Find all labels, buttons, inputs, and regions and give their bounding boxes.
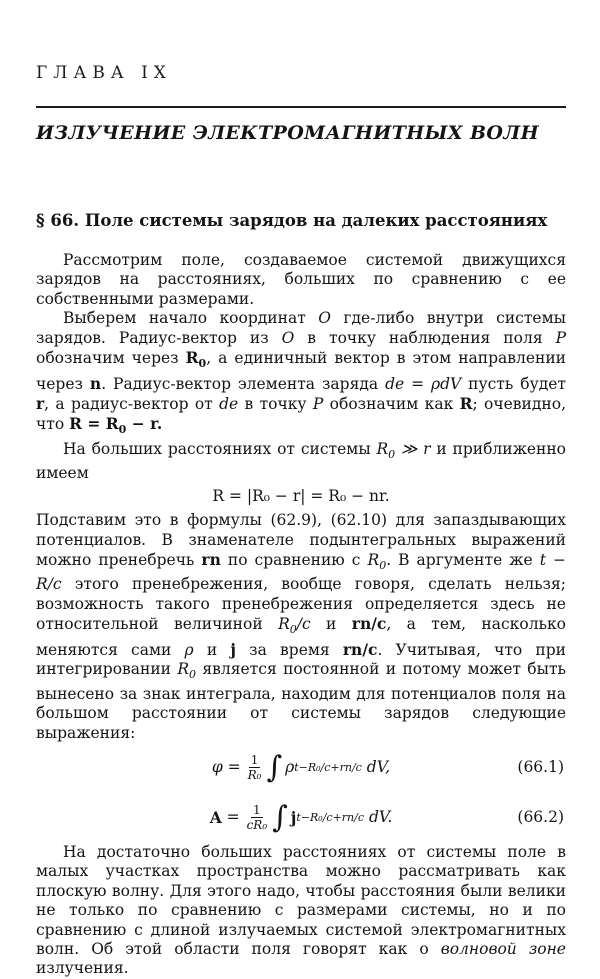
formula-distance: R = |R₀ − r| = R₀ − nr. [212, 486, 390, 505]
paragraph-3: На больших расстояниях от системы $R_0$ ≫ r и приближенно имеем [36, 439, 566, 483]
integral-sign: ∫ [266, 749, 283, 785]
integral-sign: ∫ [272, 799, 288, 835]
equation-66-2: A = $\frac{1}{\text{cR₀}}$ ∫ j t−R₀/c+rn/c dV. (66.2) [209, 799, 564, 835]
paragraph-2: Выберем начало координат O где-либо внутри системы зарядов. Радиус-вектор из O в точку наблюдения поля P обозначим через $R_0$, а единичный вектор в этом направлении через n. Радиус-вектор элемента заряда de = ρdV пусть будет r, а радиус-вектор от de в точку P обозначим как R; очевидно, что $R = R_0 - r$. [36, 309, 566, 437]
paragraph-1: Рассмотрим поле, создаваемое системой движущихся зарядов на расстояниях, больших по сравнению с ее собственными размерами. [36, 251, 566, 308]
body-text [36, 251, 566, 979]
equation-66-1: φ = $\frac{1}{\text{R₀}}$ ∫ ρ t−R₀/c+rn/c dV, (66.1) [211, 749, 564, 785]
section-title: § 66. Поле системы зарядов на далеких расстояниях [36, 211, 548, 230]
fraction: $\frac{1}{\text{R₀}}$ [247, 753, 262, 783]
header-rule [36, 106, 566, 108]
equation-number: (66.1) [517, 757, 564, 776]
chapter-label: ГЛАВА IX [36, 63, 172, 83]
paragraph-5: На достаточно больших расстояниях от системы поле в малых участках пространства можно рассматривать как плоскую волну. Для этого надо, чтобы расстояния были велики не только по сравнению с размерами системы, но и по сравнению с длиной излучаемых системой электромагнитных волн. Об этой области поля говорят как о волновой зоне излучения. [36, 842, 566, 978]
chapter-title: ИЗЛУЧЕНИЕ ЭЛЕКТРОМАГНИТНЫХ ВОЛН [36, 122, 539, 144]
paragraph-4: Подставим это в формулы (62.9), (62.10) для запаздывающих потенциалов. В знаменателе подынтегральных выражений можно пренебречь rn по сравнению с $R_0$. В аргументе же t − R/c этого пренебрежения, вообще говоря, сделать нельзя; возможность такого пренебрежения определяется здесь не относительной величиной $R_0/c$ и rn/c, а тем, насколько меняются сами ρ и j за время rn/c. Учитывая, что при интегрировании $R_0$ является постоянной и потому может быть вынесено за знак интеграла, находим для потенциалов поля на большом расстоянии от системы зарядов следующие выражения: [36, 511, 567, 742]
fraction: $\frac{1}{\text{cR₀}}$ [246, 803, 268, 833]
equation-number: (66.2) [517, 807, 564, 826]
